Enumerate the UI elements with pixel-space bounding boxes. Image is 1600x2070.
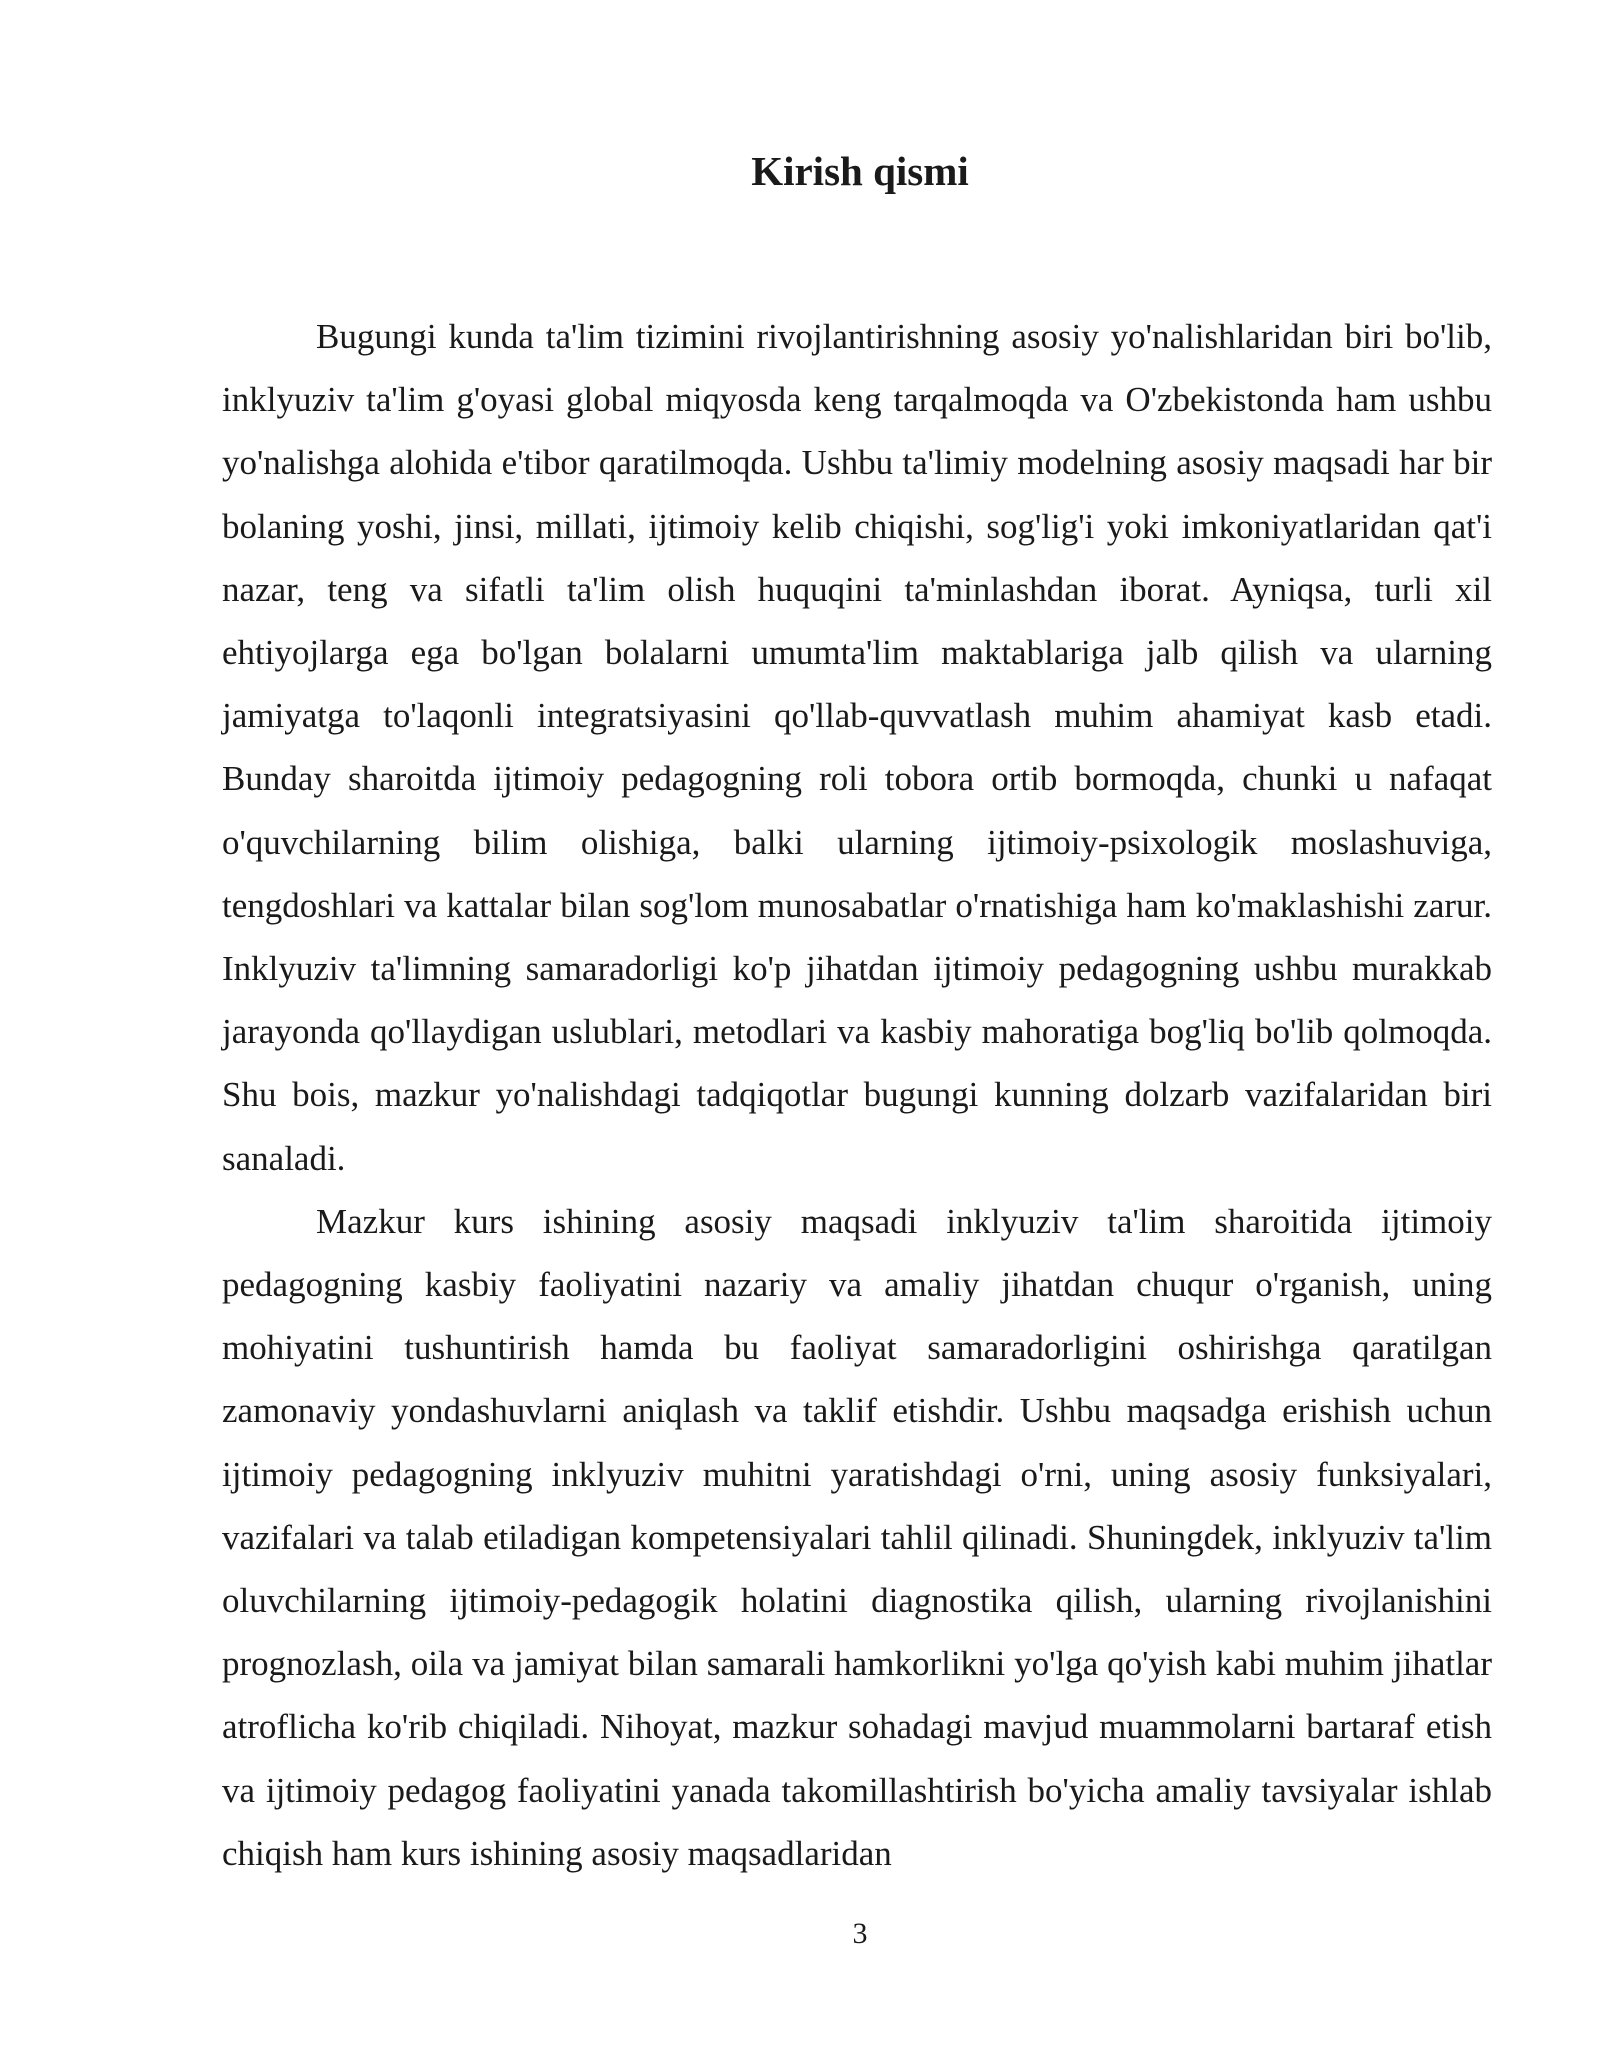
paragraph-2: Mazkur kurs ishining asosiy maqsadi inklyuziv ta'lim sharoitida ijtimoiy pedagogning kasbiy faoliyatini nazariy va amaliy jihatdan chuqur o'rganish, uning mohiyatini tushuntirish hamda bu faoliyat samaradorligini oshirishga qaratilgan zamonaviy yondashuvlarni aniqlash va taklif etishdir. Ushbu maqsadga erishish uchun ijtimoiy pedagogning inklyuziv muhitni yaratishdagi o'rni, uning asosiy funksiyalari, vazifalari va talab etiladigan kompetensiyalari tahlil qilinadi. Shuningdek, inklyuziv ta'lim oluvchilarning ijtimoiy-pedagogik holatini diagnostika qilish, ularning rivojlanishini prognozlash, oila va jamiyat bilan samarali hamkorlikni yo'lga qo'yish kabi muhim jihatlar atroflicha ko'rib chiqiladi. Nihoyat, mazkur sohadagi mavjud muammolarni bartaraf etish va ijtimoiy pedagog faoliyatini yanada takomillashtirish bo'yicha amaliy tavsiyalar ishlab chiqish ham kurs ishining asosiy maqsadlaridan [222,1201,1492,1873]
page-number: 3 [852,1917,868,1950]
body-text [222,305,1492,1885]
section-heading: Kirish qismi [751,148,969,194]
paragraph-1: Bugungi kunda ta'lim tizimini rivojlantirishning asosiy yo'nalishlaridan biri bo'lib, inklyuziv ta'lim g'oyasi global miqyosda keng tarqalmoqda va O'zbekistonda ham ushbu yo'nalishga alohida e'tibor qaratilmoqda. Ushbu ta'limiy modelning asosiy maqsadi har bir bolaning yoshi, jinsi, millati, ijtimoiy kelib chiqishi, sog'lig'i yoki imkoniyatlaridan qat'i nazar, teng va sifatli ta'lim olish huquqini ta'minlashdan iborat. Ayniqsa, turli xil ehtiyojlarga ega bo'lgan bolalarni umumta'lim maktablariga jalb qilish va ularning jamiyatga to'laqonli integratsiyasini qo'llab-quvvatlash muhim ahamiyat kasb etadi. Bunday sharoitda ijtimoiy pedagogning roli tobora ortib bormoqda, chunki u nafaqat o'quvchilarning bilim olishiga, balki ularning ijtimoiy-psixologik moslashuviga, tengdoshlari va kattalar bilan sog'lom munosabatlar o'rnatishiga ham ko'maklashishi zarur. Inklyuziv ta'limning samaradorligi ko'p jihatdan ijtimoiy pedagogning ushbu murakkab jarayonda qo'llaydigan uslublari, metodlari va kasbiy mahoratiga bog'liq bo'lib qolmoqda. Shu bois, mazkur yo'nalishdagi tadqiqotlar bugungi kunning dolzarb vazifalaridan biri sanaladi. [222,317,1492,1178]
